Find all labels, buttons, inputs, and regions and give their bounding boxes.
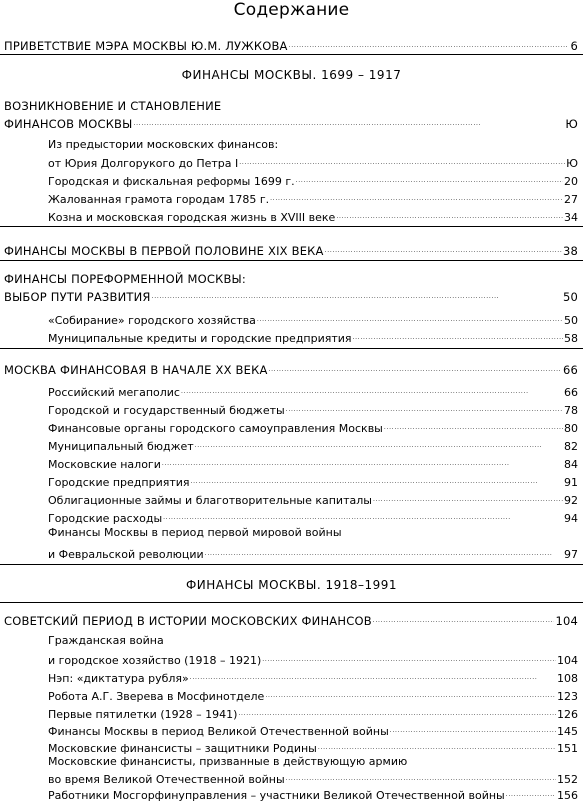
leader-dots: [269, 360, 562, 374]
section-divider: [0, 226, 583, 227]
leader-dots: [190, 668, 556, 682]
toc-entry-label: Городские предприятия: [48, 476, 190, 489]
page-title: Содержание: [233, 0, 350, 20]
toc-chapter-entry[interactable]: [4, 287, 578, 304]
toc-page-number: 123: [557, 690, 578, 703]
leader-dots: [265, 686, 556, 700]
toc-entry-label: Московские финансисты – защитники Родины: [48, 742, 317, 755]
section-heading-1918-1991: ФИНАНСЫ МОСКВЫ. 1918–1991: [185, 578, 398, 592]
toc-page-number: Ю: [565, 117, 578, 131]
leader-dots: [239, 153, 565, 167]
toc-page-number: 91: [564, 476, 578, 489]
toc-subentry[interactable]: [48, 544, 578, 562]
toc-chapter-title-line[interactable]: ВОЗНИКНОВЕНИЕ И СТАНОВЛЕНИЕ: [4, 99, 222, 113]
toc-page-number: 50: [562, 290, 578, 304]
toc-entry-label: во время Великой Отечественной войны: [48, 773, 285, 786]
toc-entry-label: от Юрия Долгорукого до Петра I: [48, 157, 239, 170]
leader-dots: [162, 454, 563, 468]
toc-page-number: 80: [564, 422, 578, 435]
toc-subentry[interactable]: [48, 189, 578, 207]
leader-dots: [296, 171, 563, 185]
toc-subentry[interactable]: [48, 436, 578, 454]
toc-entry-label: ВЫБОР ПУТИ РАЗВИТИЯ: [4, 290, 151, 304]
toc-subentry-line[interactable]: Московские финансисты, призванные в действующую армию: [48, 755, 408, 768]
toc-subentry-line[interactable]: Гражданская война: [48, 634, 164, 647]
toc-page-number: 145: [557, 725, 578, 738]
leader-dots: [163, 508, 563, 522]
section-divider: [0, 260, 583, 261]
toc-subentry[interactable]: [48, 668, 578, 686]
leader-dots: [353, 328, 563, 342]
toc-entry-welcome[interactable]: [4, 36, 578, 53]
section-divider: [0, 564, 583, 565]
toc-entry-label: «Собирание» городского хозяйства: [48, 314, 256, 327]
toc-subentry[interactable]: [48, 704, 578, 722]
toc-page-number: 84: [564, 458, 578, 471]
toc-page-number: 126: [557, 708, 578, 721]
toc-subentry[interactable]: [48, 785, 578, 803]
toc-entry-label: Первые пятилетки (1928 – 1941): [48, 708, 238, 721]
leader-dots: [191, 472, 563, 486]
toc-page-number: 38: [562, 244, 578, 258]
toc-entry-label: Финансы Москвы в период Великой Отечественной войны: [48, 725, 389, 738]
toc-page-number: 20: [564, 175, 578, 188]
toc-chapter-entry[interactable]: [4, 241, 578, 258]
leader-dots: [506, 785, 556, 799]
leader-dots: [373, 490, 563, 504]
toc-subentry[interactable]: [48, 686, 578, 704]
toc-page-number: 6: [570, 39, 578, 53]
toc-subentry[interactable]: [48, 508, 578, 526]
toc-subentry[interactable]: [48, 153, 578, 171]
section-divider: [0, 602, 583, 603]
toc-entry-label: Московские налоги: [48, 458, 161, 471]
toc-entry-label: Российский мегаполис: [48, 386, 180, 399]
toc-page-number: Ю: [566, 157, 578, 170]
toc-page-number: 27: [564, 193, 578, 206]
leader-dots: [238, 704, 556, 718]
leader-dots: [373, 611, 555, 625]
toc-entry-label: ФИНАНСОВ МОСКВЫ: [4, 117, 133, 131]
section-heading-1699-1917: ФИНАНСЫ МОСКВЫ. 1699 – 1917: [181, 68, 402, 82]
toc-entry-label: Жалованная грамота городам 1785 г.: [48, 193, 270, 206]
leader-dots: [134, 114, 565, 128]
toc-chapter-entry[interactable]: [4, 114, 578, 131]
toc-entry-label: Облигационные займы и благотворительные капиталы: [48, 494, 372, 507]
leader-dots: [289, 36, 570, 50]
leader-dots: [325, 241, 562, 255]
toc-entry-label: Городская и фискальная реформы 1699 г.: [48, 175, 295, 188]
toc-entry-label: ПРИВЕТСТВИЕ МЭРА МОСКВЫ Ю.М. ЛУЖКОВА: [4, 39, 288, 53]
toc-page-number: 94: [564, 512, 578, 525]
toc-entry-label: Робота А.Г. Зверева в Мосфинотделе: [48, 690, 265, 703]
toc-entry-label: Муниципальный бюджет: [48, 440, 194, 453]
toc-page-number: 108: [557, 672, 578, 685]
toc-subentry[interactable]: [48, 171, 578, 189]
toc-subentry[interactable]: [48, 310, 578, 328]
toc-entry-label: и городское хозяйство (1918 – 1921): [48, 654, 262, 667]
toc-subentry[interactable]: [48, 454, 578, 472]
toc-page-number: 152: [557, 773, 578, 786]
leader-dots: [152, 287, 562, 301]
toc-page-number: 66: [562, 363, 578, 377]
toc-chapter-title-line[interactable]: ФИНАНСЫ ПОРЕФОРМЕННОЙ МОСКВЫ:: [4, 272, 246, 286]
toc-entry-label: Козна и московская городская жизнь в XVIII веке: [48, 211, 336, 224]
toc-page-number: 34: [564, 211, 578, 224]
toc-page-number: 58: [564, 332, 578, 345]
toc-entry-label: и Февральской революции: [48, 548, 204, 561]
toc-entry-label: СОВЕТСКИЙ ПЕРИОД В ИСТОРИИ МОСКОВСКИХ ФИНАНСОВ: [4, 614, 372, 628]
toc-chapter-entry[interactable]: [4, 360, 578, 377]
leader-dots: [257, 310, 563, 324]
leader-dots: [195, 436, 563, 450]
toc-page-number: 104: [555, 614, 578, 628]
toc-subentry[interactable]: [48, 328, 578, 346]
section-divider: [0, 54, 583, 55]
toc-entry-label: МОСКВА ФИНАНСОВАЯ В НАЧАЛЕ XX ВЕКА: [4, 363, 268, 377]
toc-chapter-entry[interactable]: [4, 611, 578, 628]
leader-dots: [384, 418, 563, 432]
toc-entry-label: ФИНАНСЫ МОСКВЫ В ПЕРВОЙ ПОЛОВИНЕ XIX ВЕКА: [4, 244, 324, 258]
section-divider: [0, 348, 583, 349]
toc-subentry[interactable]: [48, 207, 578, 225]
toc-entry-label: Работники Мосгорфинуправления – участники Великой Отечественной войны: [48, 789, 505, 802]
toc-page-number: 82: [564, 440, 578, 453]
toc-subentry[interactable]: [48, 418, 578, 436]
toc-subentry-line[interactable]: Из предыстории московских финансов:: [48, 138, 279, 151]
toc-subentry[interactable]: [48, 490, 578, 508]
toc-page-number: 92: [564, 494, 578, 507]
leader-dots: [270, 189, 563, 203]
leader-dots: [390, 721, 556, 735]
toc-subentry-line[interactable]: Финансы Москвы в период первой мировой войны: [48, 526, 342, 539]
toc-subentry[interactable]: [48, 472, 578, 490]
toc-subentry[interactable]: [48, 721, 578, 739]
leader-dots: [286, 400, 563, 414]
toc-page-number: 78: [564, 404, 578, 417]
leader-dots: [286, 769, 556, 783]
toc-page-number: 151: [557, 742, 578, 755]
toc-subentry[interactable]: [48, 400, 578, 418]
toc-entry-label: Городской и государственный бюджеты: [48, 404, 285, 417]
toc-page-number: 97: [564, 548, 578, 561]
toc-page-number: 66: [564, 386, 578, 399]
toc-entry-label: Финансовые органы городского самоуправления Москвы: [48, 422, 383, 435]
toc-page-number: 156: [557, 789, 578, 802]
toc-entry-label: Нэп: «диктатура рубля»: [48, 672, 189, 685]
leader-dots: [318, 738, 556, 752]
leader-dots: [262, 650, 556, 664]
toc-entry-label: Городские расходы: [48, 512, 163, 525]
toc-page-number: 50: [564, 314, 578, 327]
leader-dots: [181, 382, 563, 396]
toc-subentry[interactable]: [48, 738, 578, 756]
leader-dots: [336, 207, 563, 221]
toc-entry-label: Муниципальные кредиты и городские предприятия: [48, 332, 352, 345]
leader-dots: [205, 544, 563, 558]
toc-subentry[interactable]: [48, 650, 578, 668]
toc-page-number: 104: [557, 654, 578, 667]
toc-subentry[interactable]: [48, 382, 578, 400]
